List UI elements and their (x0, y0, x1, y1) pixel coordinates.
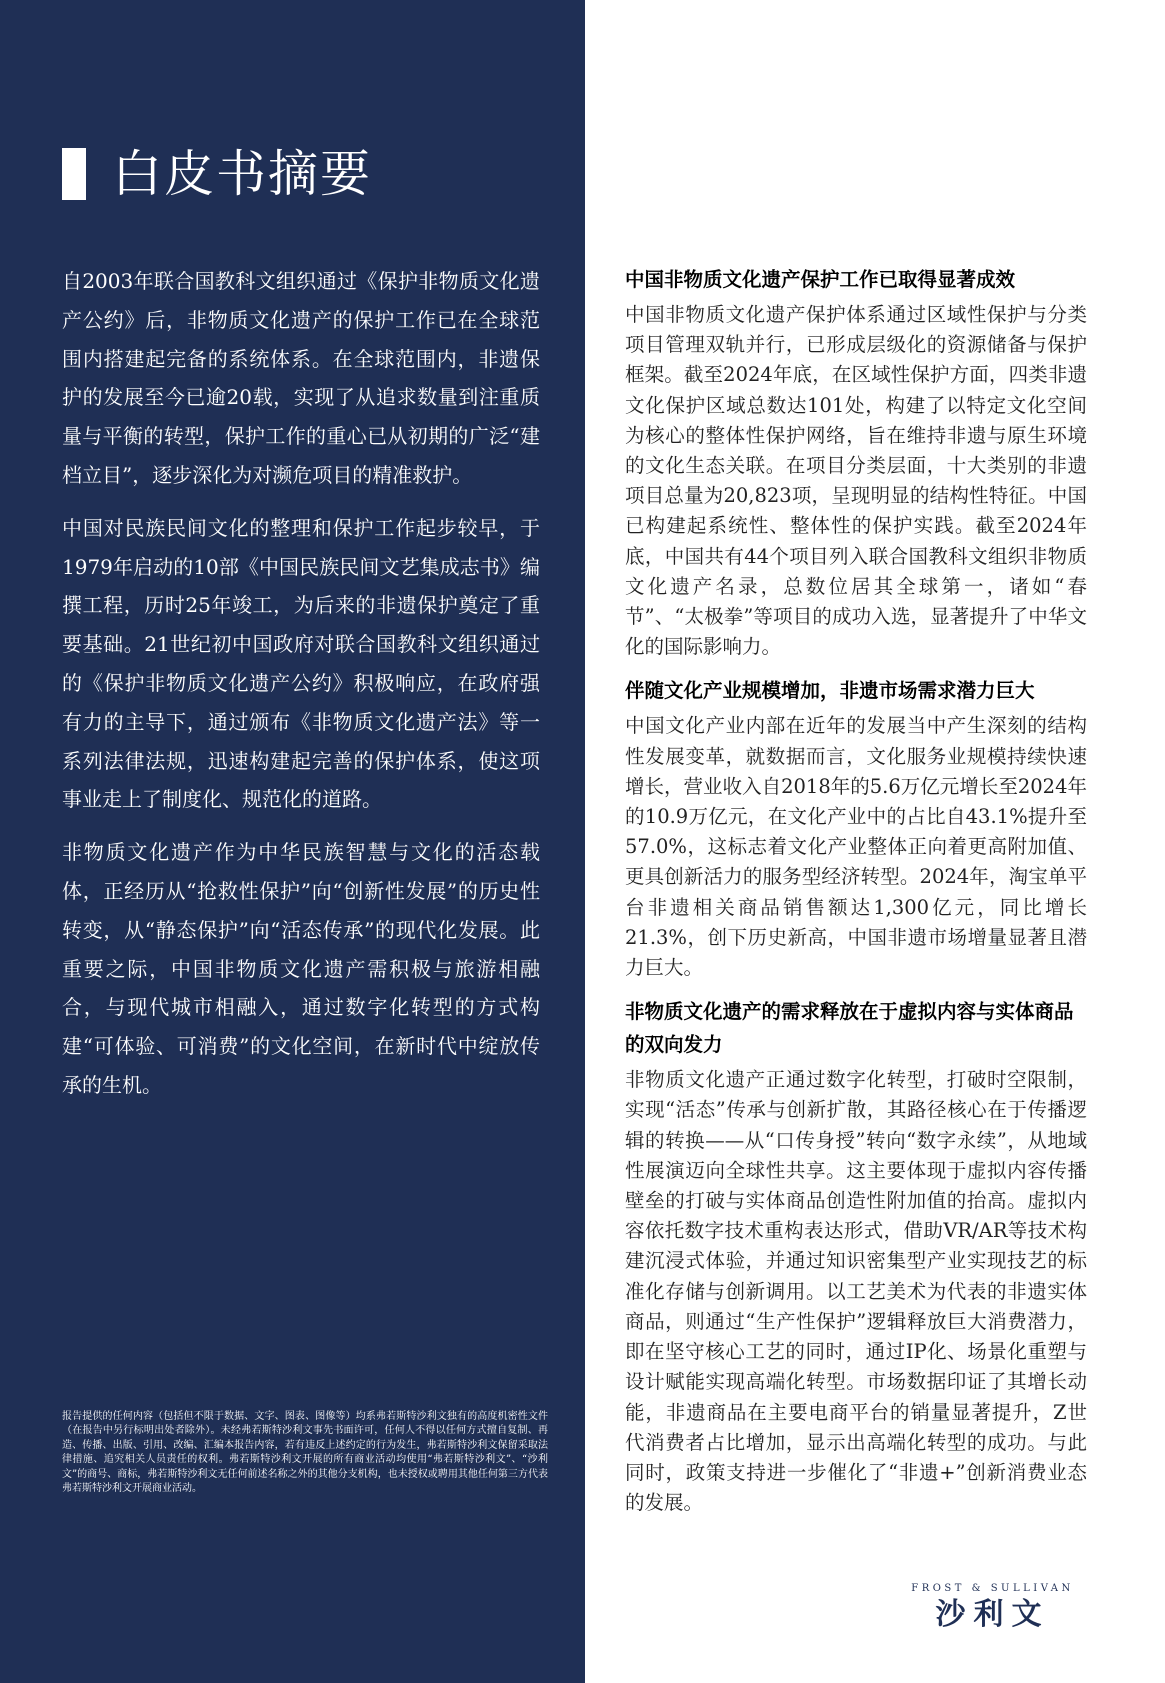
left-paragraph-1: 自2003年联合国教科文组织通过《保护非物质文化遗产公约》后，非物质文化遗产的保护工作已在全球范围内搭建起完备的系统体系。在全球范围内，非遗保护的发展至今已逾20载，实现了从追求数量到注重质量与平衡的转型，保护工作的重心已从初期的广泛“建档立目”，逐步深化为对濒危项目的精准救护。 (62, 269, 540, 487)
section-3-title: 非物质文化遗产的需求释放在于虚拟内容与实体商品的双向发力 (625, 1000, 1074, 1057)
section-2-title: 伴随文化产业规模增加，非遗市场需求潜力巨大 (625, 679, 1035, 703)
section-3 (625, 995, 1087, 1518)
page-title: 白皮书摘要 (112, 145, 372, 203)
logo-english: FROST & SULLIVAN (911, 1583, 1074, 1594)
left-paragraph-3: 非物质文化遗产作为中华民族智慧与文化的活态载体，正经历从“抢救性保护”向“创新性发展”的历史性转变，从“静态保护”向“活态传承”的现代化发展。此重要之际，中国非物质文化遗产需积极与旅游相融合，与现代城市相融入，通过数字化转型的方式构建“可体验、可消费”的文化空间，在新时代中绽放传承的生机。 (62, 840, 540, 1097)
title-accent-bar (62, 148, 86, 200)
section-2 (625, 674, 1087, 983)
section-1 (625, 263, 1087, 662)
disclaimer-text: 报告提供的任何内容（包括但不限于数据、文字、图表、图像等）均系弗若斯特沙利文独有的高度机密性文件（在报告中另行标明出处者除外）。未经弗若斯特沙利文事先书面许可，任何人不得以任何方式擅自复制、再造、传播、出版、引用、改编、汇编本报告内容，若有违反上述约定的行为发生，弗若斯特沙利文保留采取法律措施、追究相关人员责任的权利。弗若斯特沙利文开展的所有商业活动均使用“弗若斯特沙利文”、“沙利文”的商号、商标，弗若斯特沙利文无任何前述名称之外的其他分支机构，也未授权或聘用其他任何第三方代表弗若斯特沙利文开展商业活动。 (62, 1411, 548, 1495)
logo-chinese: 沙利文 (935, 1597, 1050, 1632)
left-paragraph-2: 中国对民族民间文化的整理和保护工作起步较早，于1979年启动的10部《中国民族民间文艺集成志书》编撰工程，历时25年竣工，为后来的非遗保护奠定了重要基础。21世纪初中国政府对联合国教科文组织通过的《保护非物质文化遗产公约》积极响应，在政府强有力的主导下，通过颁布《非物质文化遗产法》等一系列法律法规，迅速构建起完善的保护体系，使这项事业走上了制度化、规范化的道路。 (62, 515, 540, 812)
section-3-body: 非物质文化遗产正通过数字化转型，打破时空限制，实现“活态”传承与创新扩散，其路径核心在于传播逻辑的转换——从“口传身授”转向“数字永续”，从地域性展演迈向全球性共享。这主要体现于虚拟内容传播壁垒的打破与实体商品创造性附加值的抬高。虚拟内容依托数字技术重构表达形式，借助VR/AR等技术构建沉浸式体验，并通过知识密集型产业实现技艺的标准化存储与创新调用。以工艺美术为代表的非遗实体商品，则通过“生产性保护”逻辑释放巨大消费潜力，即在坚守核心工艺的同时，通过IP化、场景化重塑与设计赋能实现高端化转型。市场数据印证了其增长动能，非遗商品在主要电商平台的销量显著提升，Z世代消费者占比增加，显示出高端化转型的成功。与此同时，政策支持进一步催化了“非遗+”创新消费业态的发展。 (625, 1068, 1087, 1515)
page-title-block (62, 144, 372, 204)
section-1-title: 中国非物质文化遗产保护工作已取得显著成效 (625, 268, 1016, 291)
left-body (62, 262, 540, 1119)
right-panel (625, 263, 1087, 1530)
section-1-body: 中国非物质文化遗产保护体系通过区域性保护与分类项目管理双轨并行，已形成层级化的资源储备与保护框架。截至2024年底，在区域性保护方面，四类非遗文化保护区域总数达101处，构建了以特定文化空间为核心的整体性保护网络，旨在维持非遗与原生环境的文化生态关联。在项目分类层面，十大类别的非遗项目总量为20,823项，呈现明显的结构性特征。中国已构建起系统性、整体性的保护实践。截至2024年底，中国共有44个项目列入联合国教科文组织非物质文化遗产名录，总数位居其全球第一，诸如“春节”、“太极拳”等项目的成功入选，显著提升了中华文化的国际影响力。 (625, 303, 1087, 659)
section-2-body: 中国文化产业内部在近年的发展当中产生深刻的结构性发展变革，就数据而言，文化服务业规模持续快速增长，营业收入自2018年的5.6万亿元增长至2024年的10.9万亿元，在文化产业中的占比自43.1%提升至57.0%，这标志着文化产业整体正向着更高附加值、更具创新活力的服务型经济转型。2024年，淘宝单平台非遗相关商品销售额达1,300亿元，同比增长21.3%，创下历史新高，中国非遗市场增量显著且潜力巨大。 (625, 714, 1087, 980)
frost-sullivan-logo (910, 1582, 1075, 1634)
